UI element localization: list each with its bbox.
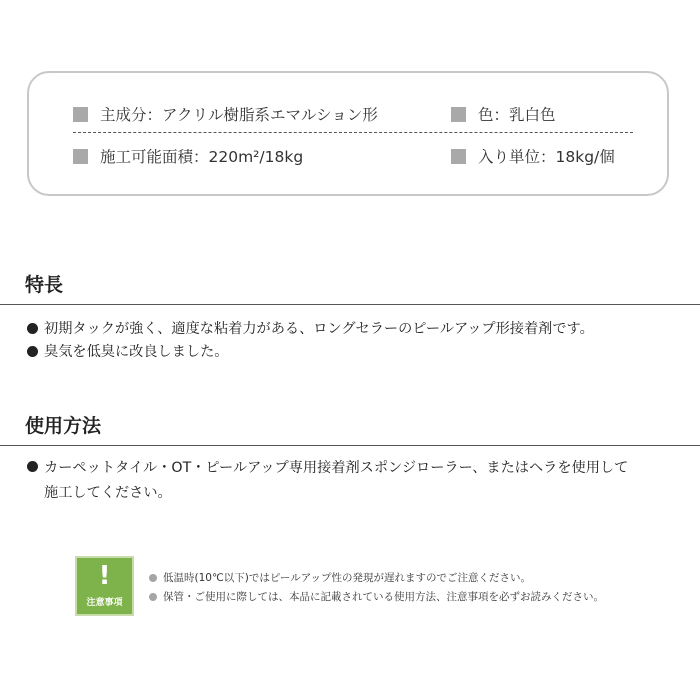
bullet-dot-icon: [27, 461, 38, 472]
usage-line-1: カーペットタイル・OT・ピールアップ専用接着剤スポンジローラー、またはヘラを使用して: [44, 460, 629, 476]
features-heading: 特長: [25, 274, 64, 296]
caution-note-text: 低温時(10℃以下)ではピールアップ性の発現が遅れますのでご注意ください。: [163, 572, 531, 584]
caution-icon: [75, 556, 134, 616]
caution-note: [149, 570, 531, 585]
usage-heading: 使用方法: [25, 415, 102, 437]
caution-note-text: 保管・ご使用に際しては、本品に記載されている使用方法、注意事項を必ずお読みください。: [163, 591, 604, 603]
square-bullet-icon: [451, 107, 466, 122]
bullet-dot-icon: [27, 323, 38, 334]
usage-item: [27, 456, 628, 506]
usage-line-2: 施工してください。: [44, 485, 172, 501]
spec-color-text: 色：乳白色: [478, 106, 556, 124]
exclamation-icon: !: [98, 561, 111, 591]
square-bullet-icon: [451, 149, 466, 164]
spec-coverage: [73, 145, 303, 167]
usage-rule: [0, 445, 700, 446]
spec-coverage-text: 施工可能面積：220m²/18kg: [100, 148, 304, 166]
usage-item-text: [44, 456, 628, 506]
gray-dot-icon: [149, 593, 157, 601]
feature-item: [27, 341, 228, 361]
gray-dot-icon: [149, 574, 157, 582]
caution-note: [149, 589, 604, 604]
spec-component-text: 主成分：アクリル樹脂系エマルション形: [100, 106, 378, 124]
spec-package: [451, 145, 615, 167]
feature-item: [27, 318, 594, 338]
dashed-divider: [73, 132, 633, 133]
bullet-dot-icon: [27, 346, 38, 357]
square-bullet-icon: [73, 149, 88, 164]
spec-color: [451, 103, 556, 125]
square-bullet-icon: [73, 107, 88, 122]
spec-box: [27, 71, 669, 196]
caution-label: 注意事項: [86, 598, 123, 608]
feature-item-text: 臭気を低臭に改良しました。: [44, 344, 229, 360]
features-rule: [0, 304, 700, 305]
spec-package-text: 入り単位：18kg/個: [478, 148, 615, 166]
feature-item-text: 初期タックが強く、適度な粘着力がある、ロングセラーのピールアップ形接着剤です。: [44, 321, 594, 337]
spec-component: [73, 103, 378, 125]
